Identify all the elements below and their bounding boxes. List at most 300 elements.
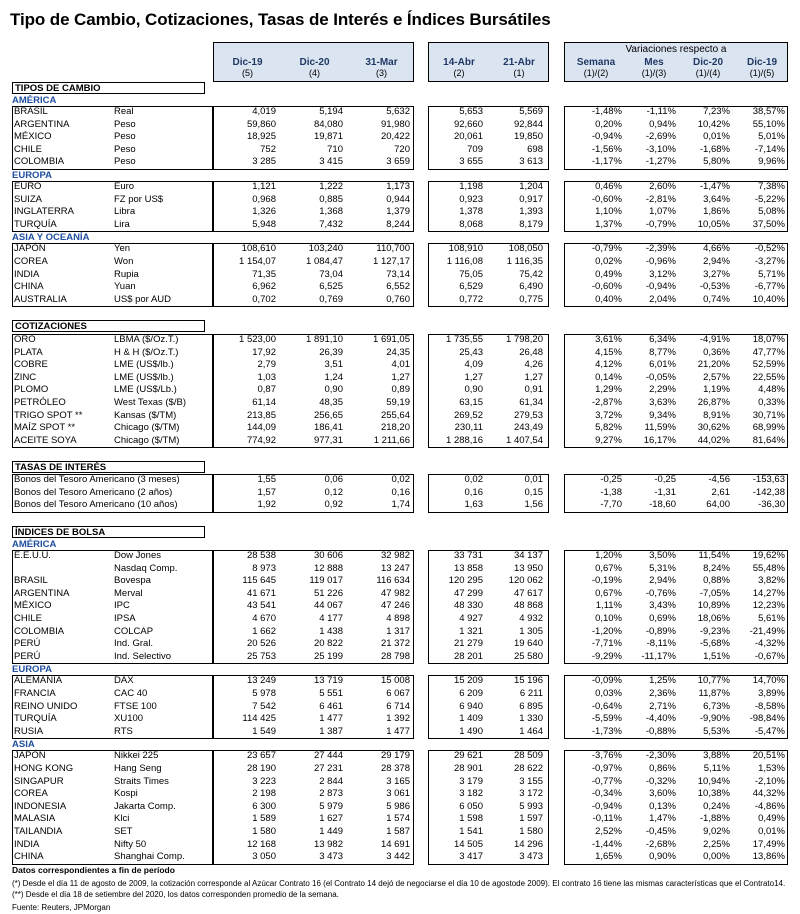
table-cell: 0,90% [649,851,676,863]
row-label: FRANCIA [14,688,56,699]
table-row [0,626,800,639]
table-cell: -0,32% [645,775,676,787]
table-cell: 6,525 [319,281,343,293]
table-cell: 5,71% [758,268,785,280]
row-unit: Dow Jones [114,550,161,561]
table-cell: 25 199 [313,650,343,662]
table-cell: 0,89 [391,384,410,396]
table-row [0,750,800,763]
table-row [0,563,800,576]
row-label: INDONESIA [14,800,67,812]
table-row [0,119,800,132]
table-row [0,588,800,601]
table-cell: 44,32% [752,788,785,800]
table-cell: 13,86% [752,851,785,863]
table-cell: 48,35 [319,397,343,408]
col-header-14abr [429,43,489,81]
table-cell: 3,27% [703,268,730,280]
table-cell: 1 735,55 [446,334,483,345]
row-unit: Chicago ($/TM) [114,434,180,446]
table-row [0,384,800,397]
table-cell: 3 655 [459,156,483,168]
table-cell: 5,569 [519,106,543,117]
table-cell: 7,38% [758,181,785,192]
table-cell: 3 155 [519,775,543,787]
table-cell: 1,393 [519,206,543,218]
table-cell: 20 822 [313,638,343,650]
row-label: ACEITE SOYA [14,434,77,446]
table-cell: 28 378 [380,763,410,774]
table-cell: 13 249 [246,675,276,687]
table-cell: 12 888 [313,562,343,574]
table-cell: 6,552 [386,281,410,293]
table-cell: 4 927 [459,613,483,624]
row-label: JAPÓN [14,243,46,255]
table-cell: 1 321 [459,625,483,637]
table-cell: 1,57 [257,486,276,498]
table-cell: 1,25% [649,675,676,687]
table-cell: 0,02 [391,474,410,485]
col-header-label: Mes [644,57,664,68]
table-cell: 186,41 [313,422,343,434]
row-unit: Rupia [114,268,139,280]
table-cell: 4 898 [386,613,410,624]
row-unit: H & H ($/Oz.T.) [114,346,179,358]
table-cell: -7,71% [591,638,622,650]
table-cell: 5,11% [703,763,730,774]
table-cell: -0,19% [591,575,622,587]
table-cell: 0,03% [595,688,622,699]
table-cell: 14,27% [752,587,785,599]
table-cell: 1 891,10 [306,334,343,345]
table-cell: 2 844 [319,775,343,787]
table-cell: -1,68% [699,143,730,155]
table-cell: -1,56% [591,143,622,155]
row-unit: Nifty 50 [114,838,147,850]
subsection-header: ASIA [12,739,35,751]
row-label: HONG KONG [14,763,74,774]
table-cell: 4 932 [519,613,543,624]
table-cell: 1,55 [257,474,276,485]
table-cell: 0,91 [524,384,543,396]
col-header-label: 21-Abr [503,57,535,68]
table-cell: 13 950 [513,562,543,574]
table-cell: -0,25 [654,474,676,485]
table-cell: 1 084,47 [306,256,343,267]
table-cell: -7,14% [754,143,785,155]
table-cell: 255,64 [380,409,410,421]
table-cell: 71,35 [252,268,276,280]
table-cell: -0,79% [591,243,622,255]
table-cell: 0,769 [319,293,343,305]
row-label: Bonos del Tesoro Americano (10 años) [14,499,178,511]
table-cell: 1 490 [459,725,483,737]
table-cell: -1,17% [591,156,622,168]
table-cell: 3 182 [459,788,483,800]
table-cell: 6,490 [519,281,543,293]
table-cell: 27 231 [313,763,343,774]
table-cell: 1,86% [703,206,730,218]
table-cell: 20,061 [453,131,483,143]
col-header-ref: (1)/(2) [583,68,609,78]
row-label: PLOMO [14,384,49,396]
table-cell: 29 179 [380,750,410,762]
row-label: RUSIA [14,725,44,737]
table-cell: -1,73% [591,725,622,737]
table-cell: 3,63% [649,397,676,408]
table-cell: 64,00 [706,499,730,511]
row-label: Bonos del Tesoro Americano (2 años) [14,486,173,498]
table-cell: -0,76% [645,587,676,599]
table-cell: 22,55% [752,371,785,383]
row-unit: LBMA ($/Oz.T.) [114,334,179,345]
table-cell: 1,47% [649,813,676,825]
table-cell: 27 444 [313,750,343,762]
table-cell: 55,48% [752,562,785,574]
table-cell: -8,11% [646,638,676,650]
row-unit: Shanghai Comp. [114,851,185,863]
table-cell: 0,20% [595,118,622,130]
table-cell: 47 617 [513,587,543,599]
table-cell: -7,05% [699,587,730,599]
table-cell: 3 659 [386,156,410,168]
row-unit: Hang Seng [114,763,162,774]
table-cell: -2,69% [645,131,676,143]
table-cell: 256,65 [313,409,343,421]
row-unit: Merval [114,587,143,599]
table-cell: 1 387 [319,725,343,737]
table-cell: 8,91% [703,409,730,421]
table-cell: -142,38 [752,486,785,498]
table-cell: 1 589 [252,813,276,825]
col-header-ref: (5) [242,68,253,78]
table-cell: 17,92 [252,346,276,358]
col-header-label: Dic-20 [692,57,723,68]
table-cell: -0,89% [645,625,676,637]
table-cell: 6,529 [459,281,483,293]
table-cell: -6,77% [754,281,785,293]
table-cell: 720 [394,143,410,155]
table-cell: 1 691,05 [373,334,410,345]
table-cell: 0,885 [319,193,343,205]
table-row [0,181,800,194]
table-cell: -2,81% [645,193,676,205]
table-cell: -3,76% [591,750,622,762]
table-cell: 84,080 [313,118,343,130]
table-cell: 3 061 [386,788,410,800]
header-group-3 [564,42,788,82]
table-row [0,776,800,789]
table-cell: 1 549 [252,725,276,737]
table-cell: 3,82% [758,575,785,587]
table-cell: 6 714 [386,700,410,712]
table-cell: 119 017 [309,575,343,587]
table-cell: 1 580 [519,826,543,837]
table-cell: 2,60% [649,181,676,192]
table-cell: 3 415 [319,156,343,168]
table-cell: 1,11% [595,600,622,612]
table-cell: 0,968 [252,193,276,205]
table-row [0,359,800,372]
table-cell: 0,702 [252,293,276,305]
table-cell: 3 285 [252,156,276,168]
row-unit: West Texas ($/B) [114,397,186,408]
table-cell: 30 606 [313,550,343,561]
table-cell: -0,52% [754,243,785,255]
row-label: EURO [14,181,42,192]
table-row [0,713,800,726]
row-unit: Peso [114,118,136,130]
table-cell: 9,34% [649,409,676,421]
table-row [0,156,800,169]
row-unit: LME (US$/lb.) [114,371,174,383]
subsection-header: AMÉRICA [12,95,57,106]
table-cell: -2,68% [645,838,676,850]
note-period: Datos correspondientes a fin de período [12,865,175,875]
table-cell: 8,77% [649,346,676,358]
table-cell: 47 982 [380,587,410,599]
table-cell: 19,871 [313,131,343,143]
table-cell: 12 168 [246,838,276,850]
table-cell: -0,09% [591,675,622,687]
table-row [0,600,800,613]
table-cell: 20 526 [246,638,276,650]
header-group-1 [213,42,414,82]
table-cell: 63,15 [459,397,483,408]
table-cell: 0,14% [595,371,622,383]
table-cell: -1,38 [600,486,622,498]
row-unit: Ind. Gral. [114,638,154,650]
table-cell: 3,72% [595,409,622,421]
table-cell: -0,67% [754,650,785,662]
table-cell: -5,22% [754,193,785,205]
table-cell: 61,34 [519,397,543,408]
table-cell: 73,14 [386,268,410,280]
table-cell: 2,94% [703,256,730,267]
table-cell: 3,43% [649,600,676,612]
table-cell: 47 246 [380,600,410,612]
table-row [0,651,800,664]
table-cell: 1 127,17 [373,256,410,267]
row-label: MÉXICO [14,131,52,143]
table-row [0,474,800,487]
table-cell: 5 551 [319,688,343,699]
row-label: REINO UNIDO [14,700,78,712]
row-label: BRASIL [14,575,48,587]
table-cell: 1 392 [386,713,410,725]
table-cell: 0,46% [595,181,622,192]
table-cell: 5 993 [519,800,543,812]
col-header-ref: (4) [309,68,320,78]
table-cell: 15 196 [513,675,543,687]
table-cell: 23 657 [246,750,276,762]
row-label: COREA [14,256,48,267]
table-cell: 5,08% [758,206,785,218]
table-cell: 2,57% [703,371,730,383]
row-unit: Peso [114,143,136,155]
table-cell: 10,38% [697,788,730,800]
table-cell: 15 209 [453,675,483,687]
row-unit: RTS [114,725,133,737]
table-cell: 1 211,66 [373,434,410,446]
table-cell: 1 574 [386,813,410,825]
row-unit: CAC 40 [114,688,148,699]
table-cell: 1,173 [386,181,410,192]
table-cell: 1,37% [595,218,622,230]
table-cell: 3,89% [758,688,785,699]
table-cell: -1,11% [646,106,676,117]
table-cell: 0,90 [324,384,343,396]
table-cell: 0,67% [595,587,622,599]
table-row [0,638,800,651]
table-cell: 0,36% [703,346,730,358]
row-unit: Euro [114,181,135,192]
row-label: BRASIL [14,106,48,117]
table-cell: 1 288,16 [446,434,483,446]
table-cell: -0,60% [591,281,622,293]
table-cell: 5,80% [703,156,730,168]
col-header-var-dic19 [735,43,789,81]
table-cell: 1,27 [524,371,543,383]
table-cell: 1 116,35 [506,256,543,267]
table-cell: 3,60% [649,788,676,800]
row-label: MAÍZ SPOT ** [14,422,76,434]
table-cell: 1,368 [319,206,343,218]
table-cell: 2,79 [257,359,276,371]
table-cell: 0,13% [649,800,676,812]
row-unit: DAX [114,675,134,687]
table-row [0,144,800,157]
table-cell: 9,27% [595,434,622,446]
row-label: INGLATERRA [14,206,75,218]
table-row [0,347,800,360]
table-cell: 218,20 [380,422,410,434]
variations-title: Variaciones respecto a [625,44,727,55]
table-cell: 1,121 [252,181,276,192]
table-row [0,372,800,385]
table-cell: 59,19 [386,397,410,408]
table-row [0,763,800,776]
table-cell: 6 461 [319,700,343,712]
table-cell: 29 621 [453,750,483,762]
table-cell: 28 901 [453,763,483,774]
table-cell: 30,71% [752,409,785,421]
table-cell: 5,82% [595,422,622,434]
row-label: COREA [14,788,48,800]
table-cell: 4,01 [391,359,410,371]
table-cell: 1 477 [319,713,343,725]
section-header: TIPOS DE CAMBIO [12,82,205,94]
table-cell: 3,64% [703,193,730,205]
table-cell: 120 062 [508,575,543,587]
row-unit: Nikkei 225 [114,750,159,762]
table-cell: 213,85 [246,409,276,421]
table-cell: 977,31 [313,434,343,446]
col-header-label: Semana [576,57,616,68]
table-cell: 2 198 [252,788,276,800]
row-unit: Peso [114,131,136,143]
table-cell: -9,90% [699,713,730,725]
table-cell: 19,62% [752,550,785,561]
table-cell: 1,03 [257,371,276,383]
table-cell: 52,59% [752,359,785,371]
table-cell: 710 [327,143,343,155]
row-label: TURQUÍA [14,713,57,725]
table-cell: 1 477 [386,725,410,737]
table-cell: -2,30% [645,750,676,762]
table-cell: 15 008 [380,675,410,687]
header-group-2 [428,42,549,82]
table-cell: -1,44% [591,838,622,850]
table-cell: 13 858 [453,562,483,574]
table-cell: 0,74% [703,293,730,305]
table-cell: 0,944 [386,193,410,205]
table-cell: 4 177 [319,613,343,624]
table-cell: 4,09 [464,359,483,371]
row-unit: Ind. Selectivo [114,650,172,662]
table-cell: 1 116,08 [446,256,483,267]
row-unit: COLCAP [114,625,154,637]
table-cell: 3,88% [703,750,730,762]
row-label: TAILANDIA [14,826,63,837]
table-row [0,334,800,347]
row-label: CHINA [14,851,44,863]
table-cell: -0,94% [645,281,676,293]
section-header: COTIZACIONES [12,320,205,332]
table-cell: 44,02% [697,434,730,446]
table-cell: 47,77% [752,346,785,358]
row-label: ALEMANIA [14,675,63,687]
table-cell: -4,56 [708,474,730,485]
table-cell: -0,25 [600,474,622,485]
table-cell: 59,860 [246,118,276,130]
table-cell: 0,92 [324,499,343,511]
table-cell: -0,53% [699,281,730,293]
note-weekly: (**) Desde el día 18 de setiembre del 2020, los datos corresponden promedio de la semana. [12,890,339,899]
table-cell: 4,019 [252,106,276,117]
table-cell: 2,04% [649,293,676,305]
table-row [0,131,800,144]
table-cell: 5,31% [649,562,676,574]
table-cell: 115 645 [242,575,276,587]
table-cell: 0,49% [758,813,785,825]
subsection-header: EUROPA [12,170,52,181]
row-label: CHILE [14,143,42,155]
table-row [0,256,800,269]
table-cell: -153,63 [752,474,785,485]
table-cell: 11,87% [698,688,730,699]
table-cell: 1 438 [319,625,343,637]
table-row [0,688,800,701]
table-cell: 120 295 [448,575,483,587]
subsection-header: ASIA Y OCEANÍA [12,232,90,244]
table-cell: 20,51% [752,750,785,762]
table-cell: 20,422 [380,131,410,143]
table-cell: -0,34% [591,788,622,800]
row-label: TURQUÍA [14,218,57,230]
table-cell: 1,379 [386,206,410,218]
col-header-var-dic20 [681,43,735,81]
table-row [0,575,800,588]
table-cell: 2,61 [711,486,730,498]
row-unit: LME (US$/lb.) [114,359,174,371]
row-label: ZINC [14,371,37,383]
table-cell: 55,10% [752,118,785,130]
table-cell: 18,925 [246,131,276,143]
col-header-label: 31-Mar [365,57,398,68]
table-row [0,294,800,307]
table-cell: 16,17% [643,434,676,446]
